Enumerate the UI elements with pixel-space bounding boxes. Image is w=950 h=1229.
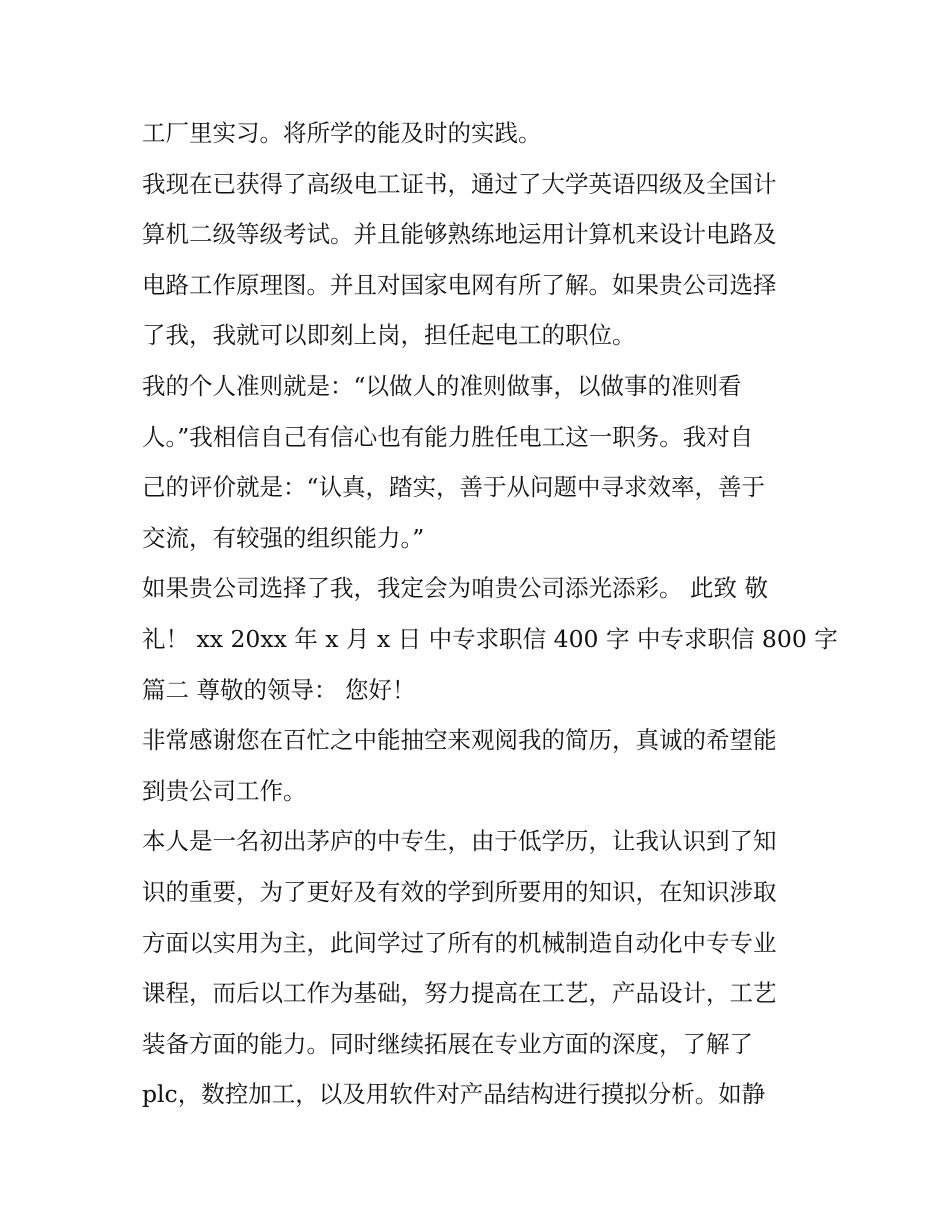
text-line: 我的个人准则就是：“以做人的准则做事，以做事的准则看 <box>142 371 742 400</box>
text-line: 到贵公司工作。 <box>142 776 307 805</box>
text-line: 己的评价就是：“认真，踏实，善于从问题中寻求效率，善于 <box>142 473 766 502</box>
text-line: 我现在已获得了高级电工证书，通过了大学英语四级及全国计 <box>142 169 777 198</box>
text-line: 装备方面的能力。同时继续拓展在专业方面的深度，了解了 <box>142 1029 753 1058</box>
text-line: 电路工作原理图。并且对国家电网有所了解。如果贵公司选择 <box>142 270 777 299</box>
text-line: 方面以实用为主，此间学过了所有的机械制造自动化中专专业 <box>142 928 777 957</box>
text-line: 本人是一名初出茅庐的中专生，由于低学历，让我认识到了知 <box>142 827 777 856</box>
text-line: 课程，而后以工作为基础，努力提高在工艺，产品设计，工艺 <box>142 979 777 1008</box>
text-line: 篇二 尊敬的领导： 您好！ <box>142 675 416 704</box>
text-line: 人。”我相信自己有信心也有能力胜任电工这一职务。我对自 <box>142 422 754 451</box>
text-line: 了我，我就可以即刻上岗，担任起电工的职位。 <box>142 321 636 350</box>
text-line: plc，数控加工，以及用软件对产品结构进行摸拟分析。如静 <box>142 1080 766 1109</box>
text-line: 如果贵公司选择了我，我定会为咱贵公司添光添彩。 此致 敬 <box>142 574 768 603</box>
document-body <box>142 108 838 1120</box>
text-line: 工厂里实习。将所学的能及时的实践。 <box>142 119 542 147</box>
text-line: 算机二级等级考试。并且能够熟练地运用计算机来设计电路及 <box>142 220 777 249</box>
text-line: 交流，有较强的组织能力。” <box>142 523 425 552</box>
text-line: 非常感谢您在百忙之中能抽空来观阅我的简历，真诚的希望能 <box>142 726 777 755</box>
text-line: 识的重要，为了更好及有效的学到所要用的知识，在知识涉取 <box>142 877 777 906</box>
text-line: 礼！ xx 20xx 年 x 月 x 日 中专求职信 400 字 中专求职信 800 字 <box>142 624 838 653</box>
